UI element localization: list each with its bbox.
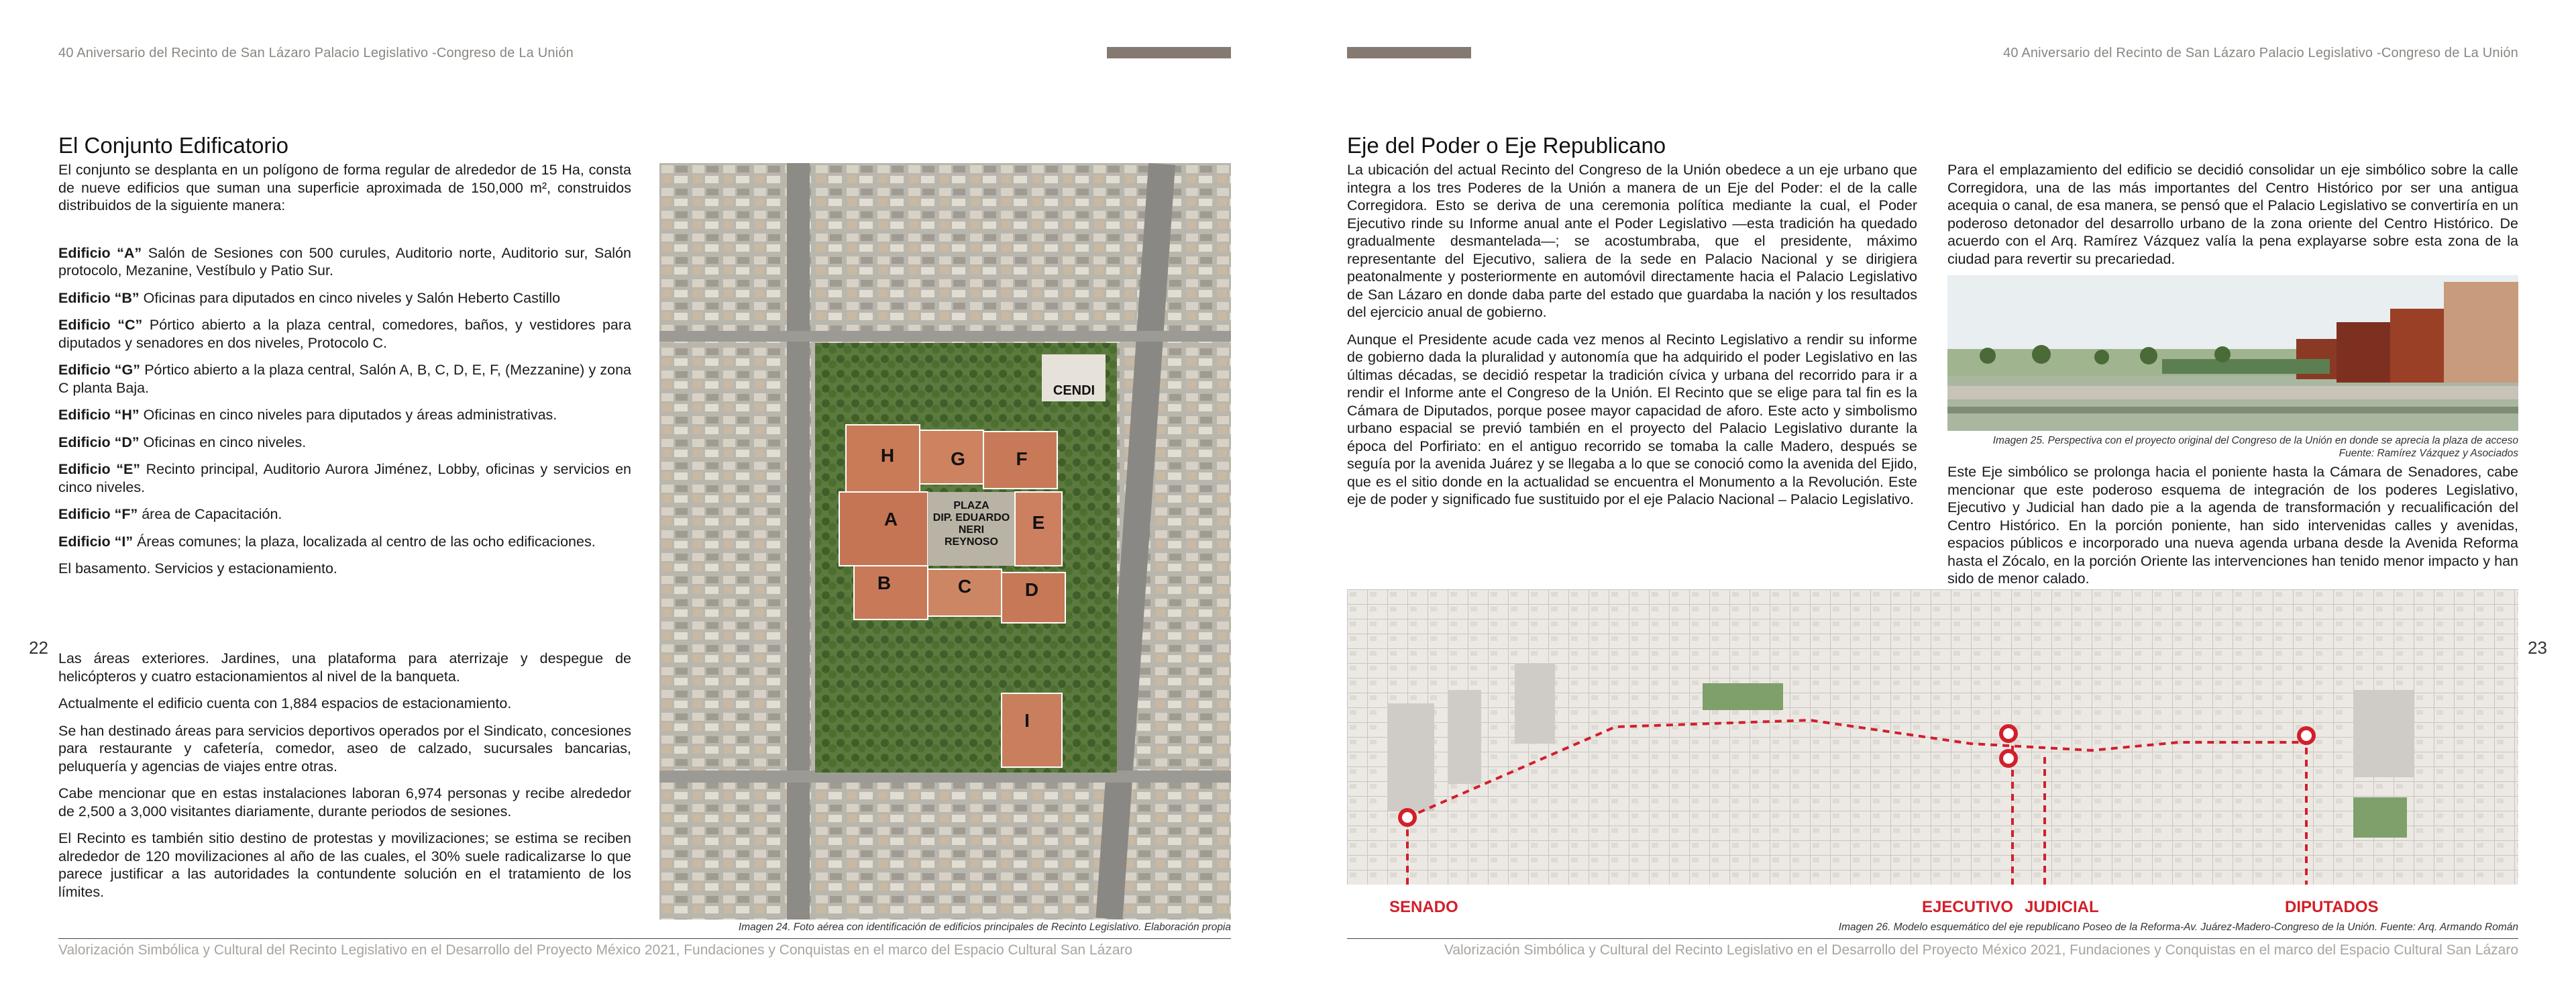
footer-left: Valorización Simbólica y Cultural del Recinto Legislativo en el Desarrollo del Proyecto México 2021, Fundaciones y Conquistas en el marco del Espacio Cultural San Lázaro xyxy=(58,942,1133,958)
header-accent-bar-right xyxy=(1347,47,1471,58)
paragraph: Actualmente el edificio cuenta con 1,884 espacios de estacionamiento. xyxy=(58,695,512,711)
image-25-source: Fuente: Ramírez Vázquez y Asociados xyxy=(2339,448,2518,459)
building-description: Pórtico abierto a la plaza central, Salón A, B, C, D, E, F, (Mezzanine) y zona C planta Baja. xyxy=(58,362,631,396)
building-item xyxy=(58,244,631,280)
building-label-c: C xyxy=(957,576,972,597)
building-item xyxy=(58,505,631,524)
paragraph: Se han destinado áreas para servicios deportivos operados por el Sindicato, concesiones para restaurante y cafetería, comedor, aseo de calzado, sucursales bancarias, peluquería y agencias de viajes entre otras. xyxy=(58,722,631,775)
senado-label: SENADO xyxy=(1389,898,1458,916)
footer-rule-right xyxy=(1347,938,2518,939)
left-text-column xyxy=(58,161,631,587)
ejecutivo-label: EJECUTIVO xyxy=(1922,898,2014,916)
page-title-left: El Conjunto Edificatorio xyxy=(58,133,289,158)
footer-rule-left xyxy=(58,938,1231,939)
building-name: Edificio “I” xyxy=(58,533,133,550)
building-label-a: A xyxy=(883,509,898,530)
building-description: Oficinas en cinco niveles. xyxy=(139,434,307,450)
building-item xyxy=(58,406,631,424)
paragraph: Las áreas exteriores. Jardines, una plataforma para aterrizaje y despegue de helicópteros y cuatro estacionamientos al nivel de la banqueta. xyxy=(58,650,631,685)
image-25-caption-text: Imagen 25. Perspectiva con el proyecto original del Congreso de la Unión en donde se aprecia la plaza de acceso xyxy=(1992,435,2518,446)
buildings-list xyxy=(58,244,631,551)
diputados-label: DIPUTADOS xyxy=(2285,898,2379,916)
building-label-f: F xyxy=(1016,448,1028,469)
building-label-e: E xyxy=(1032,512,1045,533)
building-description: Salón de Sesiones con 500 curules, Auditorio norte, Auditorio sur, Salón protocolo, Mezanine, Vestíbulo y Patio Sur. xyxy=(58,244,631,279)
building-item xyxy=(58,434,631,452)
right-text-column-2 xyxy=(1947,161,2518,277)
basement-paragraph: El basamento. Servicios y estacionamiento. xyxy=(58,560,337,577)
intro-paragraph: El conjunto se desplanta en un polígono de forma regular de alrededor de 15 Ha, consta de nueve edificios que suman una superficie aproximada de 150,000 m², construidos distribuidos de la siguiente manera: xyxy=(58,162,631,213)
building-name: Edificio “C” xyxy=(58,317,143,333)
image-26-caption: Imagen 26. Modelo esquemático del eje republicano Poseo de la Reforma-Av. Juárez-Madero-Congreso de la Unión. Fuente: Arq. Armando Román xyxy=(1838,922,2518,933)
image-24-caption: Imagen 24. Foto aérea con identificación de edificios principales de Recinto Legislativo. Elaboración propia xyxy=(738,922,1231,933)
building-description: Oficinas para diputados en cinco niveles y Salón Heberto Castillo xyxy=(139,289,561,306)
footer-right: Valorización Simbólica y Cultural del Recinto Legislativo en el Desarrollo del Proyecto México 2021, Fundaciones y Conquistas en el marco del Espacio Cultural San Lázaro xyxy=(1444,942,2518,958)
paragraph: Para el emplazamiento del edificio se decidió consolidar un eje simbólico sobre la calle Corregidora, una de las más importantes del Centro Histórico por ser una antigua acequia o canal, de esa manera, se pensó que el Palacio Legislativo se convertiría en un poderoso detonador del desarrollo urbano de la zona oriente del Centro Histórico. De acuerdo con el Arq. Ramírez Vázquez valía la pena explayarse sobre esta zona de la ciudad para revertir su precariedad. xyxy=(1947,162,2518,267)
running-header-left: 40 Aniversario del Recinto de San Lázaro Palacio Legislativo -Congreso de La Unión xyxy=(58,46,574,60)
page-number-right: 23 xyxy=(2528,638,2547,658)
right-text-column-2-lower xyxy=(1947,463,2518,597)
building-label-i: I xyxy=(1024,710,1030,731)
paragraph: La ubicación del actual Recinto del Congreso de la Unión obedece a un eje urbano que integra a los tres Poderes de la Unión a manera de un Eje del Poder: el de la calle Corregidora. Esto se deriva de una ceremonia política mediante la cual, el Poder Ejecutivo rinde su Informe anual ante el Poder Legislativo —esta tradición ha quedado gradualmente desmantelada—; se acostumbraba, que el presidente, máximo representante del Ejecutivo, saliera de la sede en Palacio Nacional y se dirigiera peatonalmente y posteriormente en automóvil directamente hacia el Palacio Legislativo de San Lázaro en donde daba parte del estado que guardaba la nación y los resultados del ejercicio anual de gobierno. xyxy=(1347,162,1917,320)
building-item xyxy=(58,289,631,307)
building-name: Edificio “F” xyxy=(58,506,138,522)
judicial-label: JUDICIAL xyxy=(2025,898,2099,916)
page-number-left: 22 xyxy=(29,638,48,658)
paragraph: El Recinto es también sitio destino de protestas y movilizaciones; se estima se reciben alrededor de 120 movilizaciones al año de las cuales, el 30% suele radicalizarse lo que parece justificar a las autoridades la contundente solución en el tratamiento de los límites. xyxy=(58,830,631,900)
building-name: Edificio “B” xyxy=(58,289,140,306)
building-name: Edificio “D” xyxy=(58,434,140,450)
building-name: Edificio “E” xyxy=(58,461,141,477)
building-label-b: B xyxy=(877,572,892,593)
paragraph: Cabe mencionar que en estas instalaciones laboran 6,974 personas y recibe alrededor de 2,500 a 3,000 visitantes diariamente, durante periodos de sesiones. xyxy=(58,785,631,819)
building-label-g: G xyxy=(951,448,965,469)
left-text-column-lower xyxy=(58,650,631,910)
building-item xyxy=(58,361,631,397)
header-accent-bar-left xyxy=(1107,47,1231,58)
building-item xyxy=(58,316,631,352)
building-label-d: D xyxy=(1024,579,1039,600)
aerial-photo xyxy=(659,163,1231,919)
building-description: Pórtico abierto a la plaza central, comedores, baños, y vestidores para diputados y senadores en dos niveles, Protocolo C. xyxy=(58,317,631,351)
page-title-right: Eje del Poder o Eje Republicano xyxy=(1347,133,1666,158)
image-25-caption xyxy=(1947,434,2518,460)
building-name: Edificio “A” xyxy=(58,244,142,261)
building-label-h: H xyxy=(880,445,895,466)
building-description: área de Capacitación. xyxy=(138,506,282,522)
building-description: Oficinas en cinco niveles para diputados y áreas administrativas. xyxy=(139,407,557,423)
building-description: Áreas comunes; la plaza, localizada al centro de las ocho edificaciones. xyxy=(133,533,596,550)
perspective-image xyxy=(1947,275,2518,431)
building-item xyxy=(58,533,631,551)
cendi-label: CENDI xyxy=(1053,383,1095,398)
building-item xyxy=(58,460,631,496)
paragraph: Aunque el Presidente acude cada vez menos al Recinto Legislativo a rendir su informe de gobierno dada la pluralidad y autonomía que ha adquirido el poder Legislativo en las últimas décadas, se decidió respetar la tradición cívica y urbana del recorrido para ir a rendir el Informe ante el Congreso de la Unión. El Recinto que se elige para tal fin es la Cámara de Diputados, porque posee mayor capacidad de aforo. Este acto y simbolismo urbano espacial se previó también en el proyecto del Palacio Legislativo durante la época del Porfiriato: en el antiguo recorrido se tomaba la calle Madero, después se seguía por la avenida Juárez y se llegaba a lo que se conoció como la avenida del Ejido, que es el sitio donde en la actualidad se encuentra el Monumento a la Revolución. Este eje de poder y significado fue sustituido por el eje Palacio Nacional – Palacio Legislativo. xyxy=(1347,331,1917,507)
right-text-column-1 xyxy=(1347,161,1917,518)
building-name: Edificio “H” xyxy=(58,407,140,423)
building-description: Recinto principal, Auditorio Aurora Jiménez, Lobby, oficinas y servicios en cinco niveles. xyxy=(58,461,631,495)
paragraph: Este Eje simbólico se prolonga hacia el poniente hasta la Cámara de Senadores, cabe mencionar que este poderoso esquema de integración de los poderes Legislativo, Ejecutivo y Judicial han dado pie a la agenda de transformación y recualificación del Centro Histórico. En la porción poniente, han sido intervenidas calles y avenidas, espacios públicos e incorporado una nueva agenda urbana desde la Avenida Reforma hasta el Zócalo, en la porción Oriente las intervenciones han tenido menor impacto y han sido de menor calado. xyxy=(1947,464,2518,587)
running-header-right: 40 Aniversario del Recinto de San Lázaro Palacio Legislativo -Congreso de La Unión xyxy=(2003,46,2518,60)
building-name: Edificio “G” xyxy=(58,362,141,378)
plaza-label: PLAZA DIP. EDUARDO NERI REYNOSO xyxy=(932,500,1010,548)
axis-model-image xyxy=(1347,589,2518,919)
